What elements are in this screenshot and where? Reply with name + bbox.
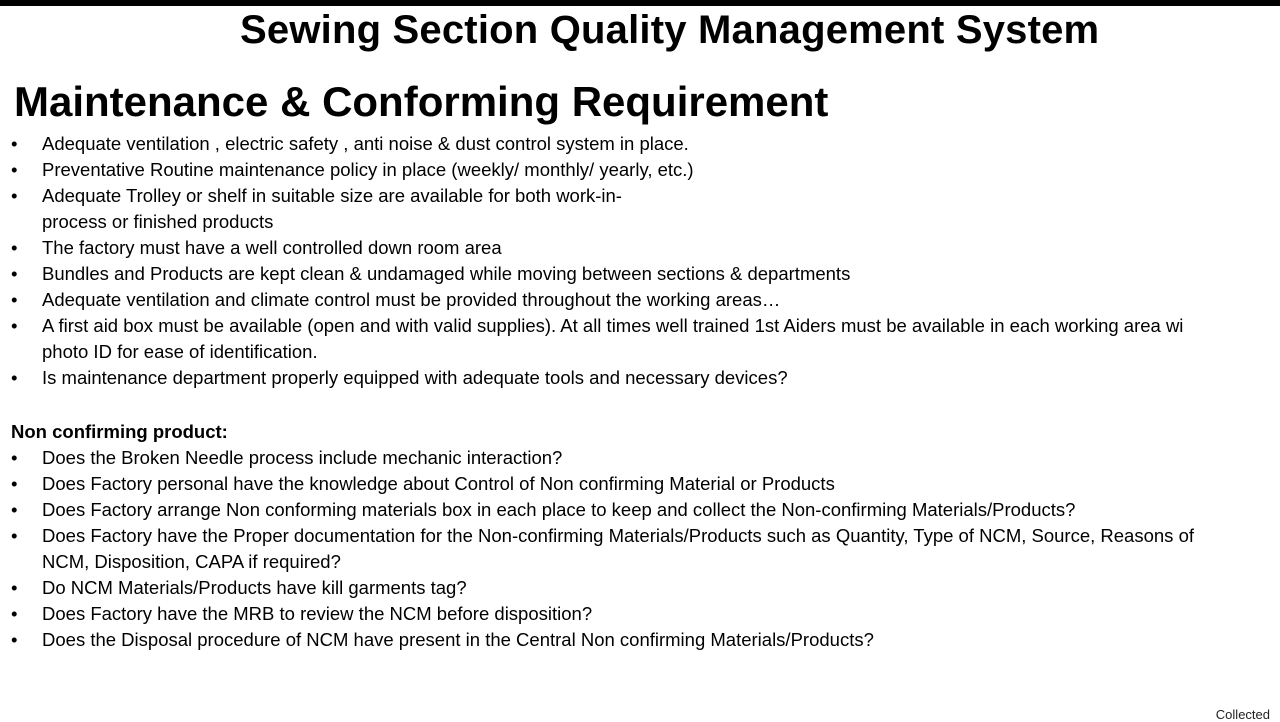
- requirement-item: [0, 235, 1280, 261]
- ncm-line: NCM, Disposition, CAPA if required?: [42, 551, 341, 572]
- ncm-heading: Non confirming product:: [11, 421, 228, 442]
- requirement-line: Bundles and Products are kept clean & undamaged while moving between sections & departments: [42, 263, 851, 284]
- ncm-list: [0, 445, 1280, 653]
- ncm-line: Does Factory have the Proper documentation for the Non-confirming Materials/Products such as Quantity, Type of NCM, Source, Reasons of: [42, 525, 1194, 546]
- top-border: [0, 0, 1280, 6]
- ncm-line: Does the Broken Needle process include mechanic interaction?: [42, 447, 563, 468]
- ncm-item: [0, 601, 1280, 627]
- requirement-line: Preventative Routine maintenance policy in place (weekly/ monthly/ yearly, etc.): [42, 159, 694, 180]
- requirement-line: photo ID for ease of identification.: [42, 341, 318, 362]
- requirement-item: [0, 131, 1280, 157]
- requirement-line: Adequate ventilation and climate control must be provided throughout the working areas…: [42, 289, 781, 310]
- requirement-line: Adequate Trolley or shelf in suitable size are available for both work-in-: [42, 185, 622, 206]
- ncm-item: [0, 497, 1280, 523]
- requirement-line: Adequate ventilation , electric safety , anti noise & dust control system in place.: [42, 133, 689, 154]
- ncm-line: Does Factory personal have the knowledge about Control of Non confirming Material or Products: [42, 473, 835, 494]
- requirement-item: [0, 313, 1280, 365]
- page-title: Sewing Section Quality Management System: [240, 8, 1100, 52]
- ncm-item: [0, 575, 1280, 601]
- requirement-line: The factory must have a well controlled down room area: [42, 237, 502, 258]
- requirement-line: Is maintenance department properly equipped with adequate tools and necessary devices?: [42, 367, 788, 388]
- watermark-text: Collected: [1215, 707, 1270, 722]
- requirement-item: [0, 261, 1280, 287]
- requirement-item: [0, 157, 1280, 183]
- ncm-line: Does Factory have the MRB to review the NCM before disposition?: [42, 603, 593, 624]
- section-heading: Maintenance & Conforming Requirement: [14, 78, 829, 125]
- requirement-line: A first aid box must be available (open and with valid supplies). At all times well trained 1st Aiders must be available in each working area wi: [42, 315, 1184, 336]
- requirement-item: [0, 365, 1280, 391]
- ncm-item: [0, 627, 1280, 653]
- ncm-line: Do NCM Materials/Products have kill garments tag?: [42, 577, 467, 598]
- requirements-list: [0, 131, 1280, 391]
- requirement-line: process or finished products: [42, 211, 274, 232]
- ncm-item: [0, 445, 1280, 471]
- requirement-item: [0, 287, 1280, 313]
- requirement-item: [0, 183, 1280, 235]
- ncm-line: Does the Disposal procedure of NCM have present in the Central Non confirming Materials/Products?: [42, 629, 874, 650]
- ncm-item: [0, 471, 1280, 497]
- ncm-line: Does Factory arrange Non conforming materials box in each place to keep and collect the Non-confirming Materials/Products?: [42, 499, 1076, 520]
- ncm-item: [0, 523, 1280, 575]
